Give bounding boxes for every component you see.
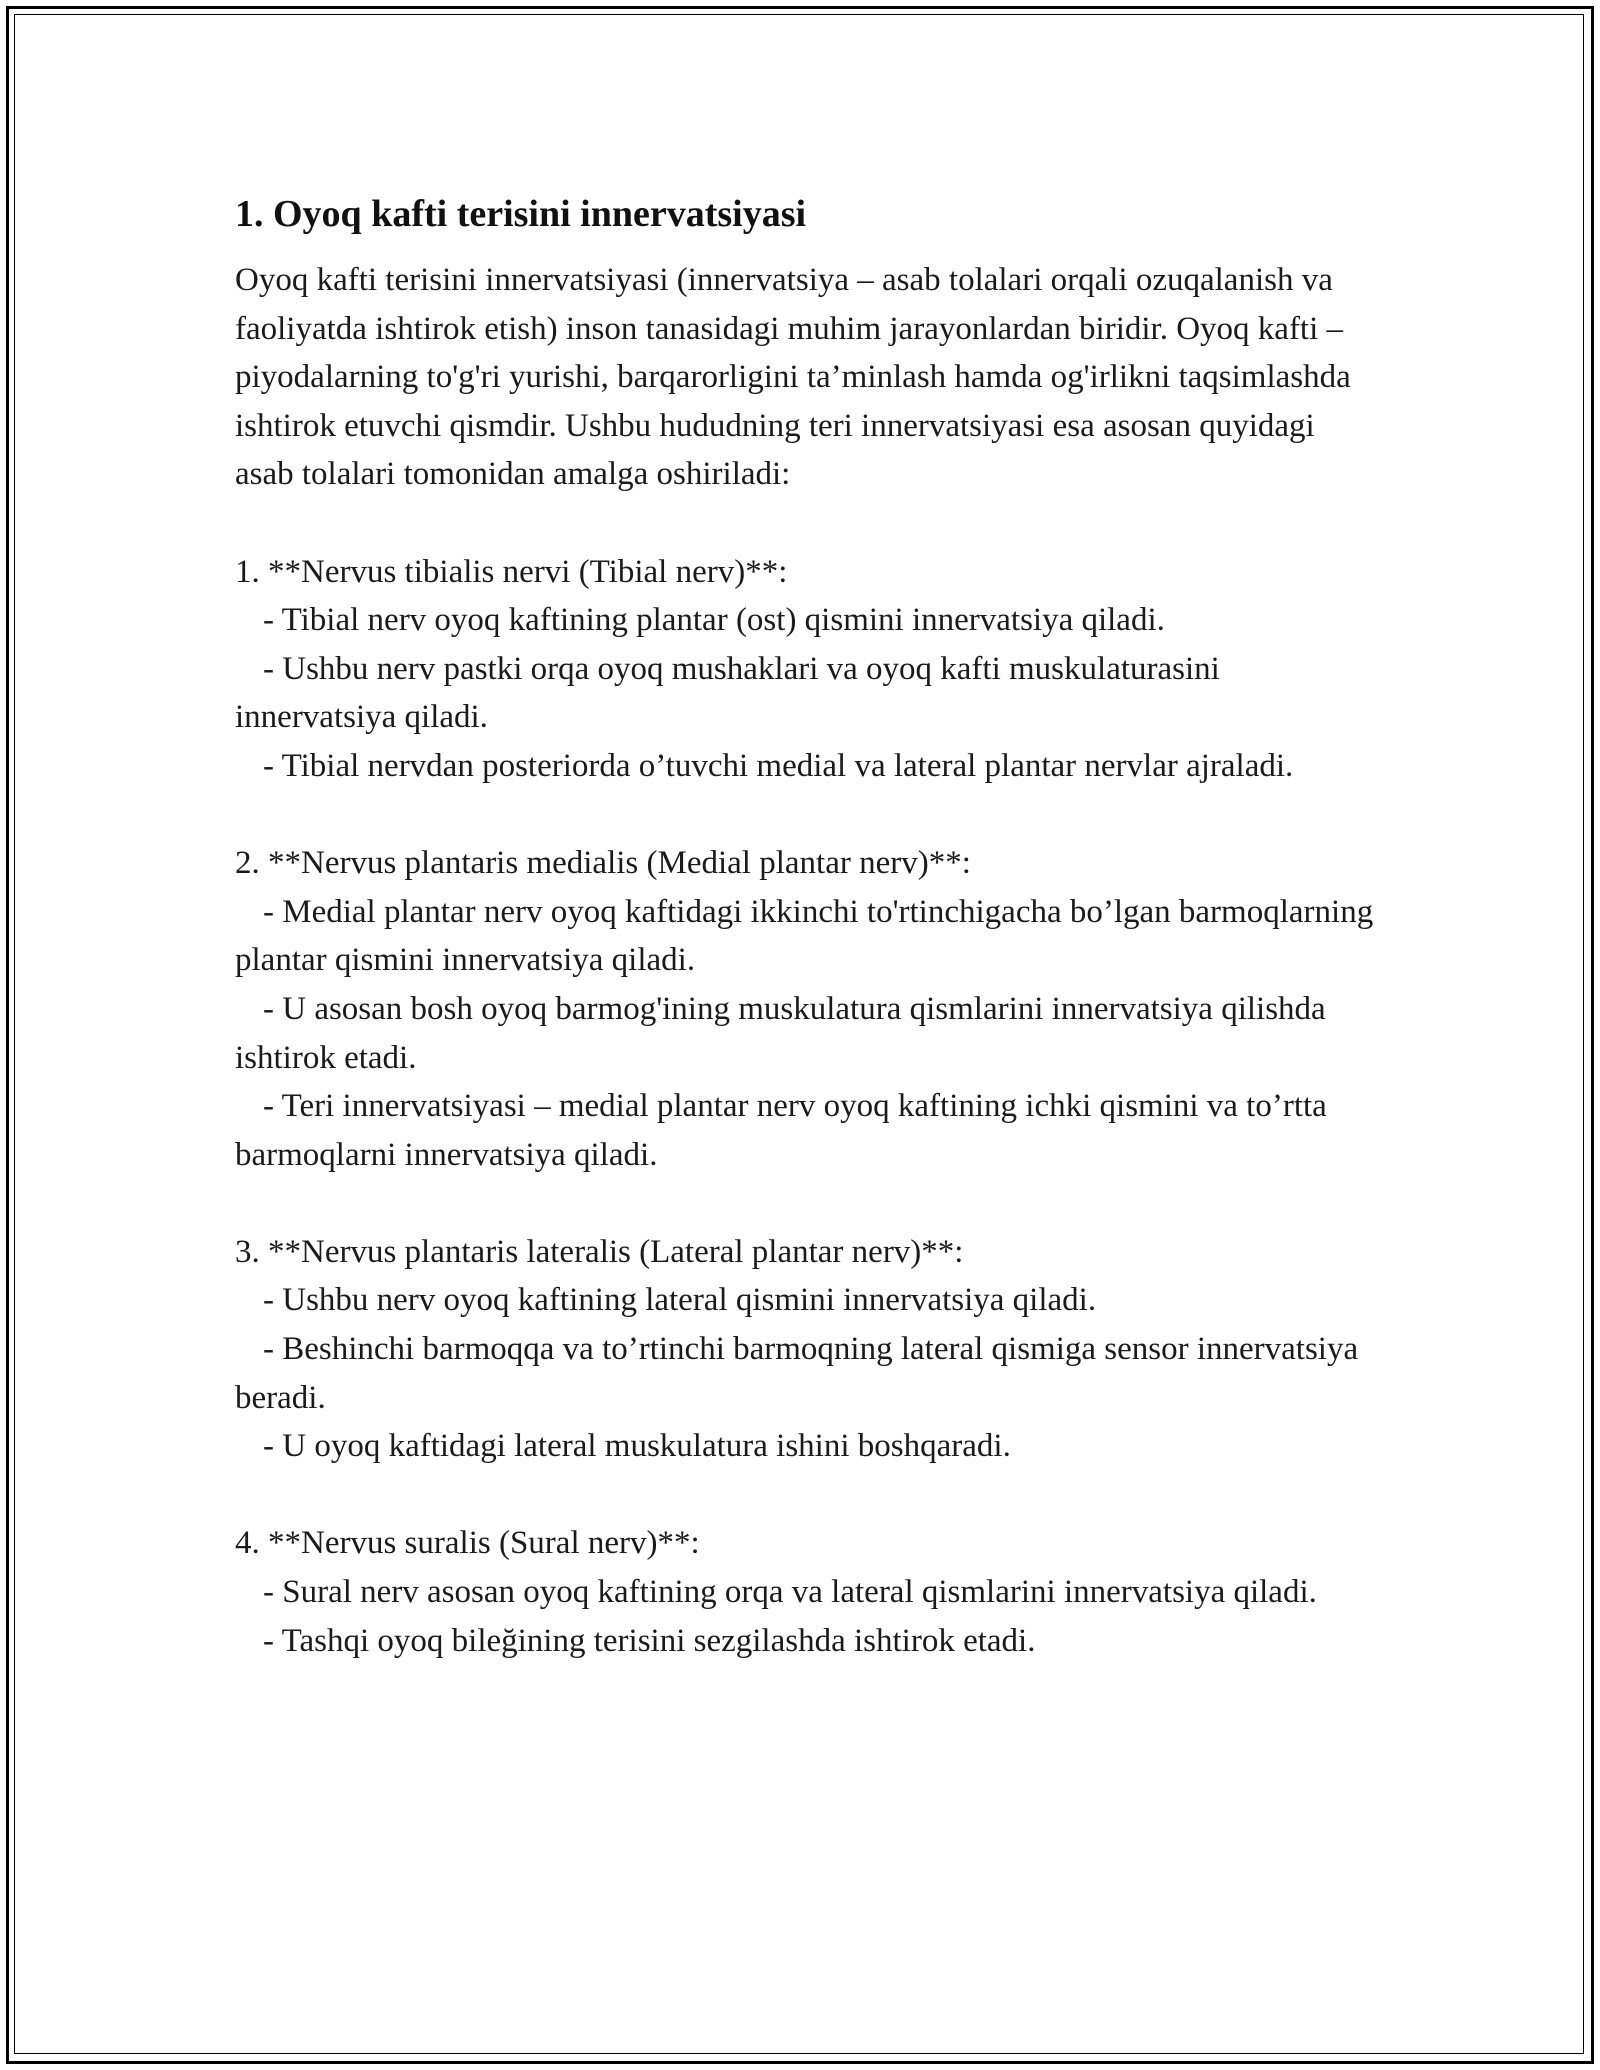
list-item: - Tashqi oyoq bileğining terisini sezgilashda ishtirok etadi. bbox=[263, 1622, 1036, 1659]
blank-line bbox=[235, 1179, 1375, 1228]
section-title: 2. **Nervus plantaris medialis (Medial plantar nerv)**: bbox=[235, 845, 971, 882]
section-title: 4. **Nervus suralis (Sural nerv)**: bbox=[235, 1525, 700, 1562]
list-item: - Teri innervatsiyasi – medial plantar nerv oyoq kaftining ichki qismini va to’rtta barmoqlarni innervatsiya qiladi. bbox=[235, 1088, 1327, 1173]
section-title: 3. **Nervus plantaris lateralis (Lateral plantar nerv)**: bbox=[235, 1233, 964, 1270]
list-item: - Tibial nerv oyoq kaftining plantar (ost) qismini innervatsiya qiladi. bbox=[263, 602, 1165, 639]
blank-line bbox=[235, 1471, 1375, 1520]
list-item: - Beshinchi barmoqqa va to’rtinchi barmoqning lateral qismiga sensor innervatsiya beradi. bbox=[235, 1331, 1359, 1416]
section-title: 1. **Nervus tibialis nervi (Tibial nerv)**: bbox=[235, 553, 788, 590]
section-2 bbox=[235, 839, 1375, 1179]
blank-line bbox=[235, 791, 1375, 840]
list-item: - Sural nerv asosan oyoq kaftining orqa va lateral qismlarini innervatsiya qiladi. bbox=[263, 1574, 1317, 1611]
section-4 bbox=[235, 1519, 1375, 1665]
list-item: - Ushbu nerv oyoq kaftining lateral qismini innervatsiya qiladi. bbox=[263, 1282, 1097, 1319]
list-item: - Medial plantar nerv oyoq kaftidagi ikkinchi to'rtinchigacha bo’lgan barmoqlarning plantar qismini innervatsiya qiladi. bbox=[235, 893, 1374, 979]
document-body bbox=[235, 186, 1375, 1665]
blank-line bbox=[235, 499, 1375, 548]
section-1 bbox=[235, 548, 1375, 791]
list-item: - Ushbu nerv pastki orqa oyoq mushaklari va oyoq kafti muskulaturasini innervatsiya qiladi. bbox=[235, 650, 1220, 736]
list-item: - U oyoq kaftidagi lateral muskulatura ishini boshqaradi. bbox=[263, 1428, 1011, 1465]
document-heading: 1. Oyoq kafti terisini innervatsiyasi bbox=[235, 193, 807, 235]
intro-paragraph: Oyoq kafti terisini innervatsiyasi (innervatsiya – asab tolalari orqali ozuqalanish va faoliyatda ishtirok etish) inson tanasidagi muhim jarayonlardan biridir. Oyoq kafti – piyodalarning to'g'ri yurishi, barqarorligini ta’minlash hamda og'irlikni taqsimlashda ishtirok etuvchi qismdir. Ushbu hududning teri innervatsiyasi esa asosan quyidagi asab tolalari tomonidan amalga oshiriladi: bbox=[235, 262, 1351, 493]
list-item: - Tibial nervdan posteriorda o’tuvchi medial va lateral plantar nervlar ajraladi. bbox=[263, 747, 1294, 784]
section-3 bbox=[235, 1228, 1375, 1471]
list-item: - U asosan bosh oyoq barmog'ining muskulatura qismlarini innervatsiya qilishda ishtirok etadi. bbox=[235, 990, 1326, 1076]
